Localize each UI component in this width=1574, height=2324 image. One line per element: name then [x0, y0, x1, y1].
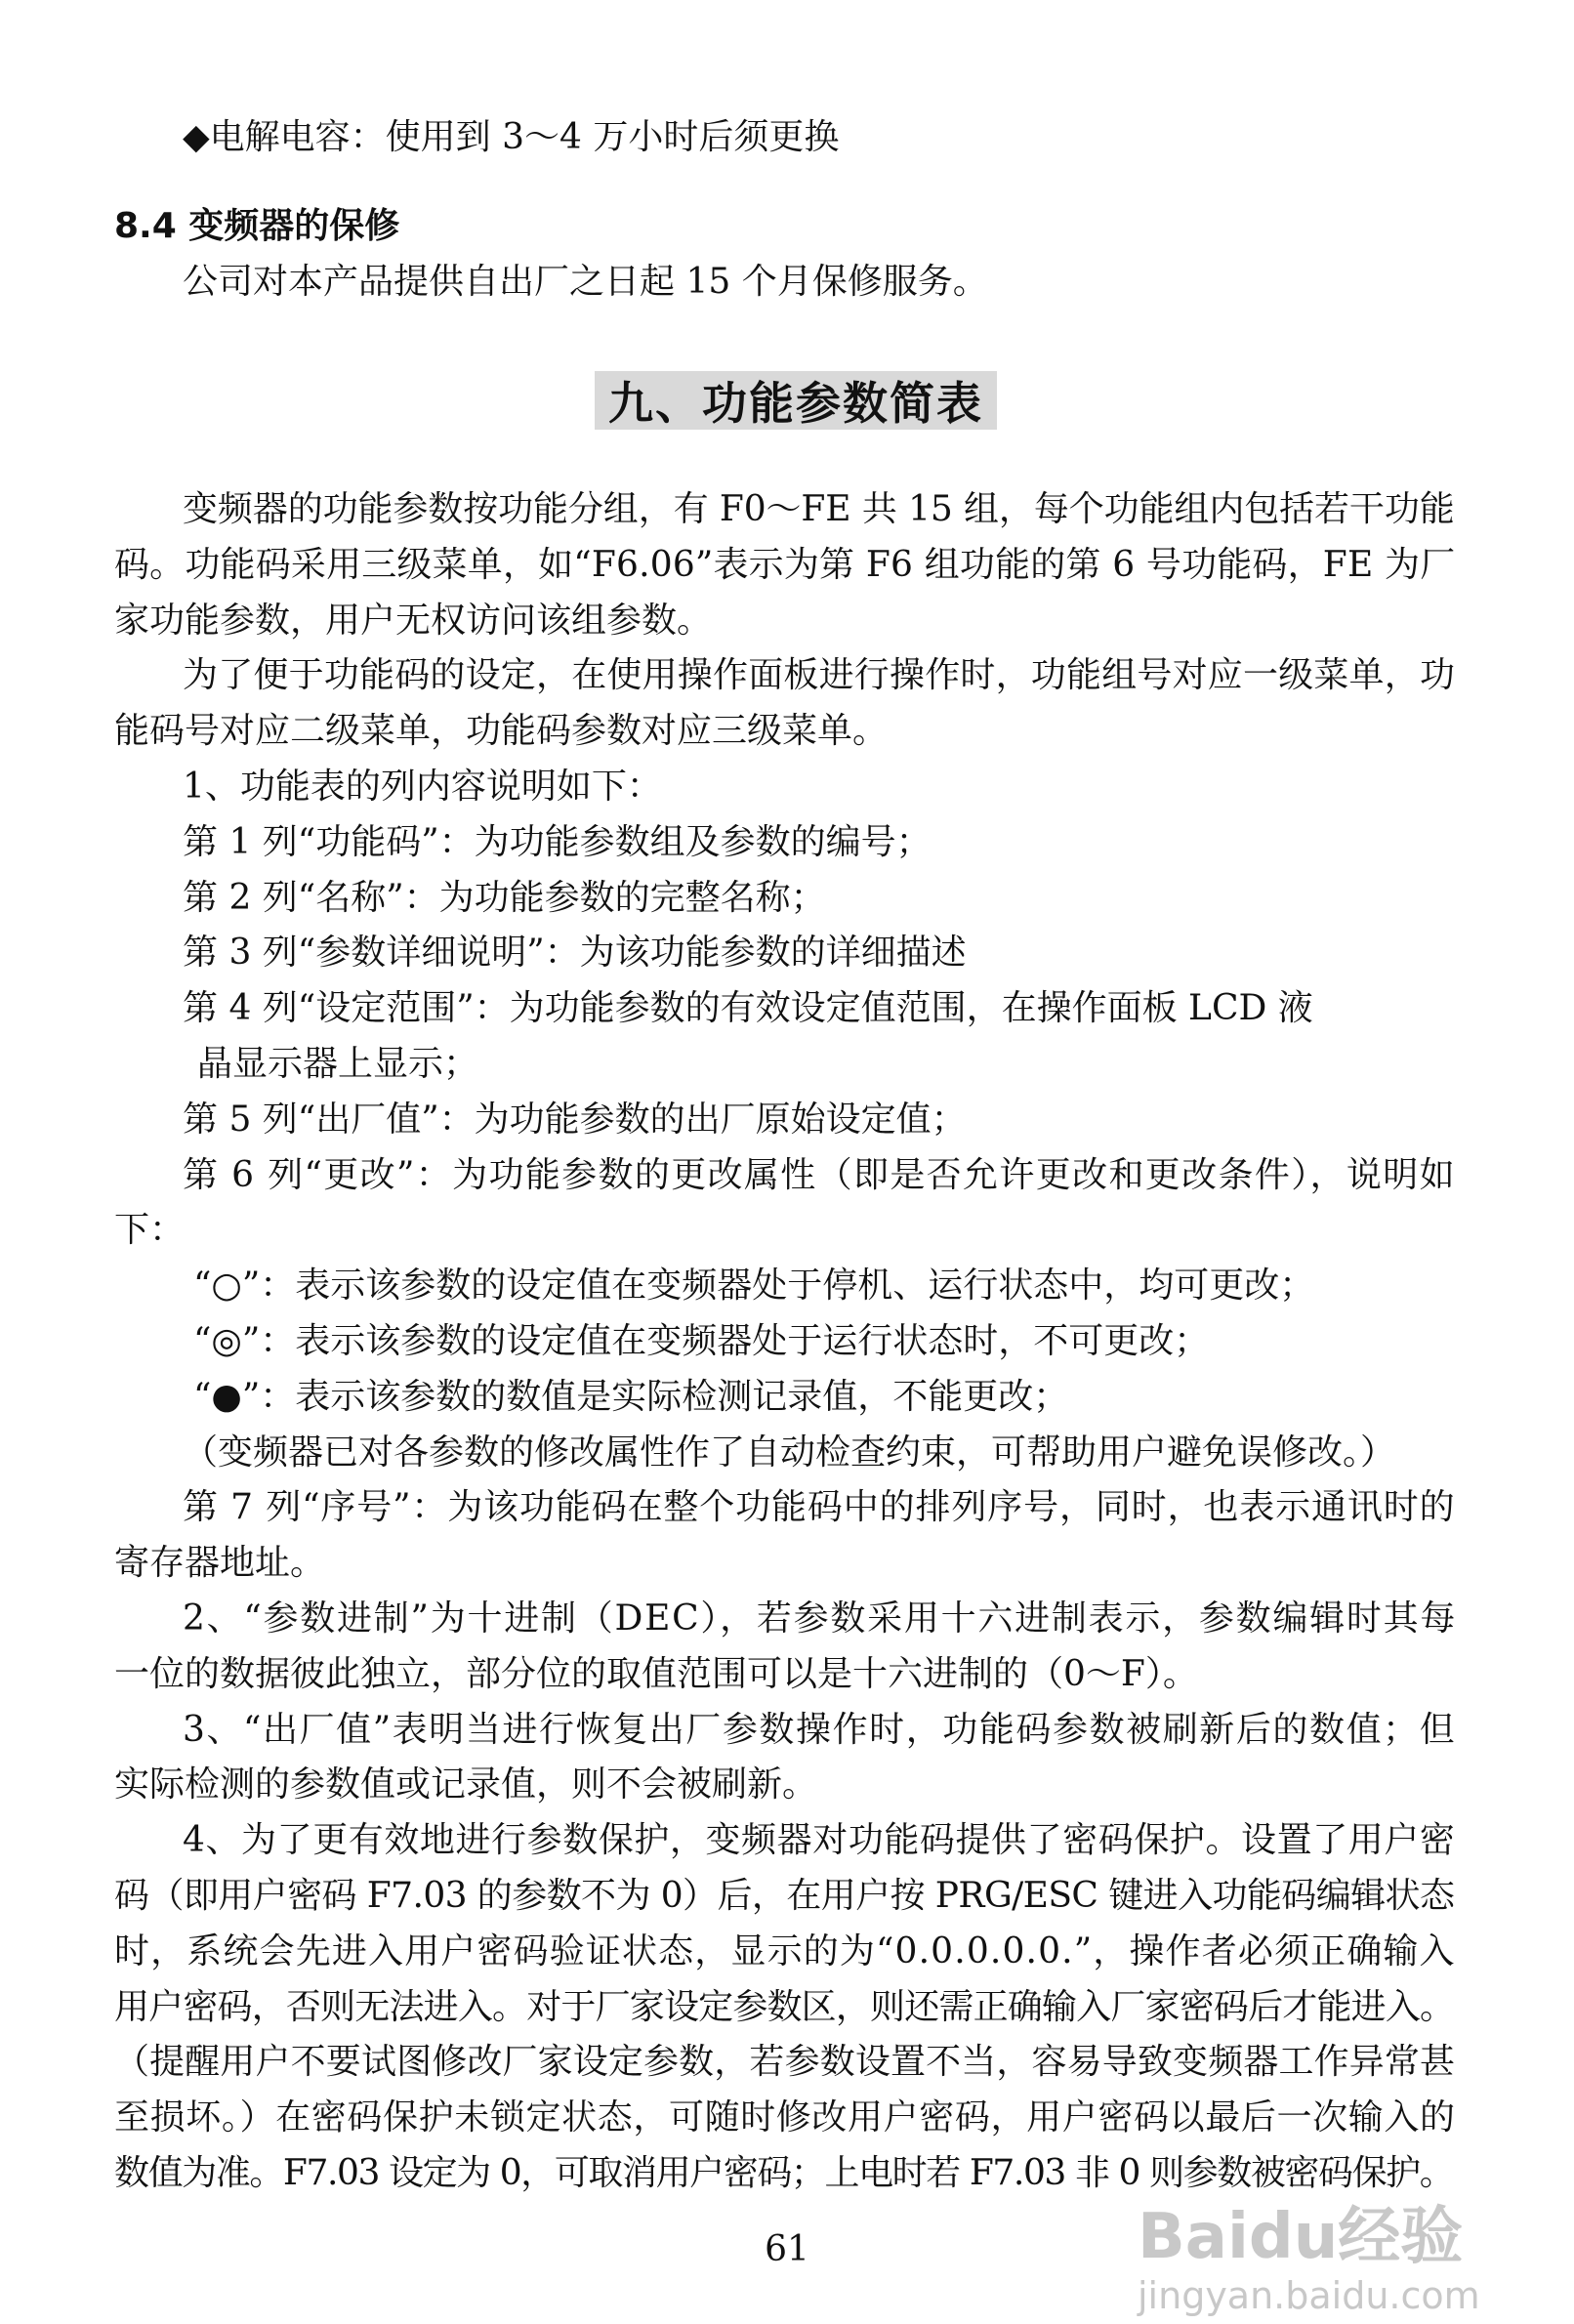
- body-line: 数值为准。F7.03 设定为 0，可取消用户密码；上电时若 F7.03 非 0 则参数被密码保护。: [114, 2153, 1454, 2193]
- body-line: 一位的数据彼此独立，部分位的取值范围可以是十六进制的（0～F）。: [114, 1653, 1198, 1694]
- body-line: 码（即用户密码 F7.03 的参数不为 0）后，在用户按 PRG/ESC 键进入功能码编辑状态: [114, 1876, 1455, 1916]
- section-heading: 8.4 变频器的保修: [114, 206, 400, 246]
- body-line: 第 6 列“更改”：为功能参数的更改属性（即是否允许更改和更改条件），说明如: [183, 1154, 1456, 1195]
- body-line: 第 4 列“设定范围”：为功能参数的有效设定值范围，在操作面板 LCD 液: [183, 988, 1313, 1029]
- body-line: 实际检测的参数值或记录值，则不会被刷新。: [114, 1764, 818, 1805]
- baidu-watermark: [1138, 2201, 1528, 2324]
- body-line: 变频器的功能参数按功能分组，有 F0～FE 共 15 组，每个功能组内包括若干功能: [183, 489, 1455, 529]
- body-line: 第 1 列“功能码”：为功能参数组及参数的编号；: [183, 821, 932, 862]
- body-line: 码。功能码采用三级菜单，如“F6.06”表示为第 F6 组功能的第 6 号功能码，FE 为厂: [114, 544, 1456, 585]
- body-line: 时，系统会先进入用户密码验证状态，显示的为“0.0.0.0.0.”，操作者必须正确输入: [114, 1930, 1456, 1971]
- body-line: 第 2 列“名称”：为功能参数的完整名称；: [183, 877, 826, 918]
- body-line: 能码号对应二级菜单，功能码参数对应三级菜单。: [114, 711, 889, 752]
- body-line: （变频器已对各参数的修改属性作了自动检查约束，可帮助用户避免误修改。）: [183, 1432, 1396, 1473]
- body-line: 为了便于功能码的设定，在使用操作面板进行操作时，功能组号对应一级菜单，功: [183, 655, 1456, 696]
- body-line: 寄存器地址。: [114, 1543, 326, 1584]
- body-line: 用户密码，否则无法进入。对于厂家设定参数区，则还需正确输入厂家密码后才能进入。: [114, 1986, 1455, 2027]
- body-line: 1、功能表的列内容说明如下：: [183, 767, 662, 807]
- chapter-title: 九、功能参数简表: [595, 371, 997, 430]
- body-line: 晶显示器上显示；: [197, 1044, 479, 1084]
- body-line: 下：: [114, 1210, 186, 1251]
- body-line: 家功能参数，用户无权访问该组参数。: [114, 600, 713, 641]
- body-line: 4、为了更有效地进行参数保护，变频器对功能码提供了密码保护。设置了用户密: [183, 1820, 1456, 1861]
- body-line: 第 5 列“出厂值”：为功能参数的出厂原始设定值；: [183, 1099, 967, 1140]
- body-line: （提醒用户不要试图修改厂家设定参数，若参数设置不当，容易导致变频器工作异常甚: [114, 2042, 1456, 2083]
- body-line: “○”：表示该参数的设定值在变频器处于停机、运行状态中，均可更改；: [193, 1266, 1315, 1307]
- watermark-logo: Baidu经验: [1138, 2201, 1464, 2273]
- body-line: 3、“出厂值”表明当进行恢复出厂参数操作时，功能码参数被刷新后的数值；但: [183, 1709, 1457, 1750]
- body-line: 2、“参数进制”为十进制（DEC），若参数采用十六进制表示，参数编辑时其每: [183, 1598, 1458, 1639]
- top-bullet-line: ◆电解电容：使用到 3～4 万小时后须更换: [183, 117, 840, 157]
- body-line: “◎”：表示该参数的设定值在变频器处于运行状态时，不可更改；: [193, 1321, 1210, 1361]
- page-number: 61: [765, 2229, 809, 2269]
- warranty-text: 公司对本产品提供自出厂之日起 15 个月保修服务。: [183, 262, 988, 302]
- watermark-url: jingyan.baidu.com: [1138, 2274, 1480, 2317]
- body-line: 至损坏。）在密码保护未锁定状态，可随时修改用户密码，用户密码以最后一次输入的: [114, 2097, 1456, 2138]
- body-line: “●”：表示该参数的数值是实际检测记录值，不能更改；: [193, 1376, 1069, 1417]
- body-line: 第 3 列“参数详细说明”：为该功能参数的详细描述: [183, 933, 967, 974]
- body-line: 第 7 列“序号”：为该功能码在整个功能码中的排列序号，同时，也表示通讯时的: [183, 1487, 1456, 1528]
